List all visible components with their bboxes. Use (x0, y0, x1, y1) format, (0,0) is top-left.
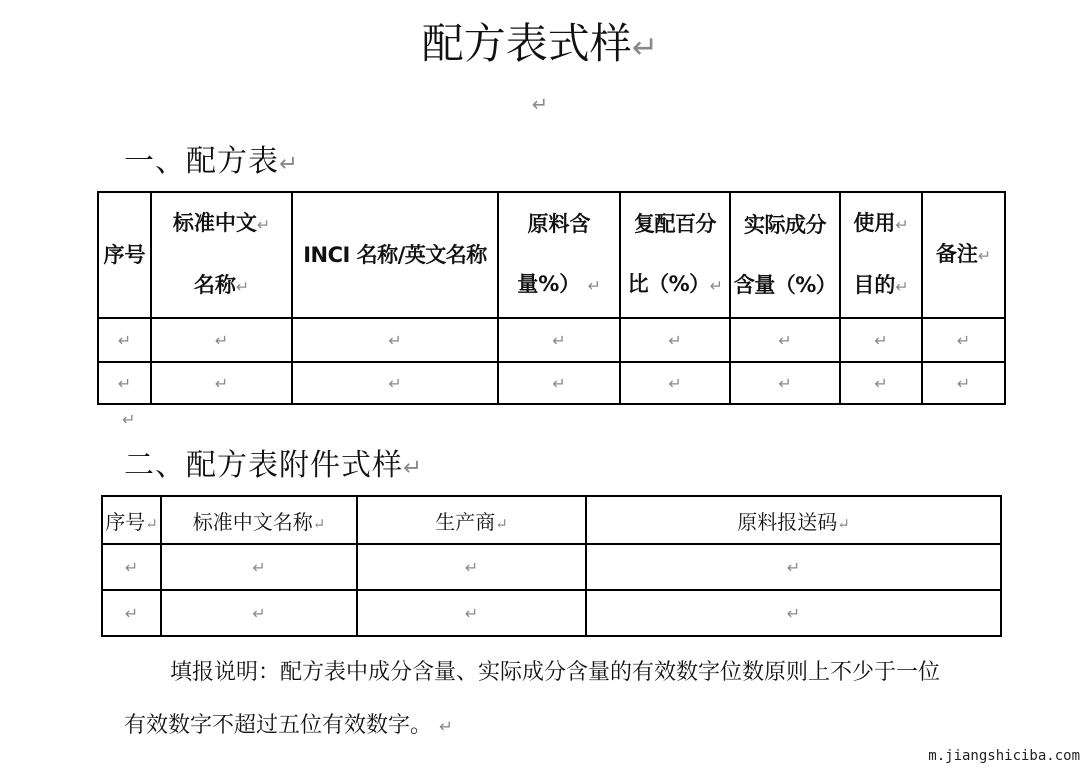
empty-paragraph (0, 86, 1080, 122)
table-cell: ↵ (161, 544, 357, 590)
header-cell: 标准中文名称↵ (161, 496, 357, 544)
header-cell: 原料报送码↵ (586, 496, 1001, 544)
table-row (102, 544, 1001, 590)
header-cell: 生产商↵ (357, 496, 586, 544)
table-cell: ↵ (730, 362, 840, 404)
header-cell: 使用↵ 目的↵ (840, 192, 922, 318)
table-cell: ↵ (102, 590, 161, 636)
header-cell: 标准中文↵ 名称↵ (151, 192, 292, 318)
table-cell: ↵ (586, 544, 1001, 590)
table-cell: ↵ (498, 362, 620, 404)
table-cell: ↵ (357, 544, 586, 590)
formula-table (97, 191, 1006, 405)
paragraph-mark: ↵ (631, 30, 659, 66)
table-cell: ↵ (292, 318, 498, 362)
table-cell: ↵ (586, 590, 1001, 636)
table-cell: ↵ (620, 362, 730, 404)
header-cell: 序号 (98, 192, 151, 318)
header-cell: 原料含 量%） ↵ (498, 192, 620, 318)
filling-note-line-2: 有效数字不超过五位有效数字。 ↵ (124, 713, 453, 738)
table-cell: ↵ (620, 318, 730, 362)
table-row (102, 590, 1001, 636)
table-cell: ↵ (292, 362, 498, 404)
header-cell: INCI 名称/英文名称 (292, 192, 498, 318)
paragraph-mark: ↵ (122, 410, 136, 429)
table-cell: ↵ (98, 362, 151, 404)
filling-note-line-1: 填报说明：配方表中成分含量、实际成分含量的有效数字位数原则上不少于一位 (170, 660, 941, 685)
header-cell: 备注↵ (922, 192, 1005, 318)
table-row (98, 362, 1005, 404)
document-title: 配方表式样↵ (421, 19, 659, 68)
table-header-row (98, 192, 1005, 318)
header-cell: 序号↵ (102, 496, 161, 544)
table-cell: ↵ (161, 590, 357, 636)
table-cell: ↵ (922, 362, 1005, 404)
header-cell: 复配百分 比（%）↵ (620, 192, 730, 318)
table-cell: ↵ (151, 318, 292, 362)
table-row (98, 318, 1005, 362)
table-cell: ↵ (922, 318, 1005, 362)
table-cell: ↵ (840, 362, 922, 404)
paragraph-mark: ↵ (279, 151, 299, 177)
table-cell: ↵ (102, 544, 161, 590)
section-heading-attachment: 二、配方表附件式样↵ (124, 448, 423, 483)
section-heading-formula-table: 一、配方表↵ (124, 144, 299, 179)
watermark: m.jiangshiciba.com (928, 748, 1080, 764)
paragraph-mark: ↵ (439, 717, 453, 736)
paragraph-mark: ↵ (403, 455, 423, 481)
table-cell: ↵ (98, 318, 151, 362)
table-cell: ↵ (730, 318, 840, 362)
table-cell: ↵ (840, 318, 922, 362)
header-cell: 实际成分 含量（%） (730, 192, 840, 318)
attachment-table (101, 495, 1002, 637)
paragraph-mark: ↵ (531, 93, 549, 116)
table-cell: ↵ (357, 590, 586, 636)
table-header-row (102, 496, 1001, 544)
table-cell: ↵ (151, 362, 292, 404)
table-cell: ↵ (498, 318, 620, 362)
